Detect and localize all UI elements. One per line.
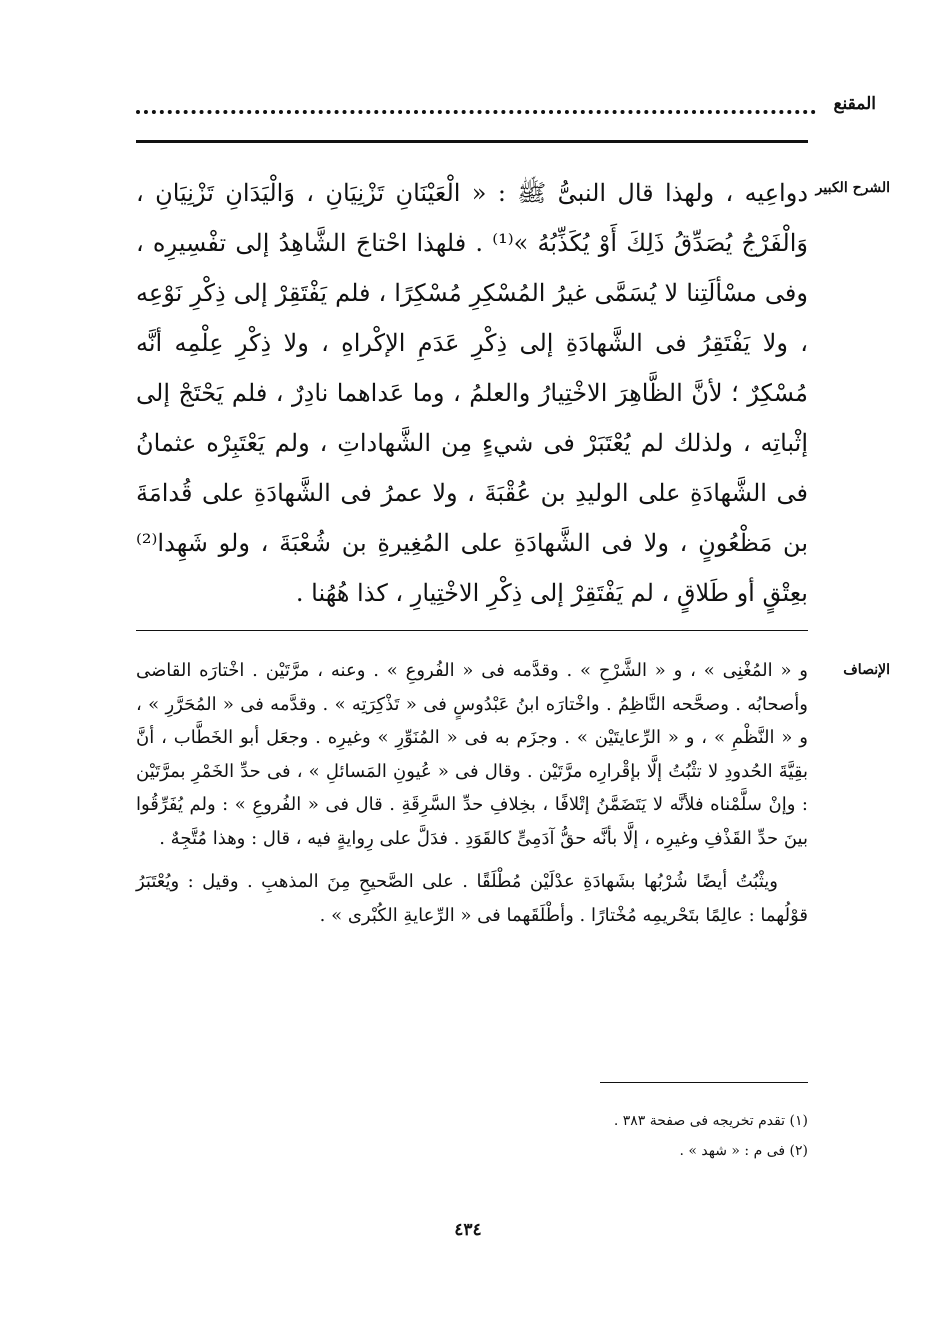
footnote-rule: [600, 1082, 808, 1083]
header-dotted-line: [136, 110, 816, 114]
header-rule: [136, 140, 808, 143]
footnote-1: (١) تقدم تخريجه فى صفحة ٣٨٣ .: [613, 1113, 808, 1129]
footnotes: [136, 1106, 808, 1166]
insaf-paragraph-2: ويثْبُتُ أيضًا شُرْبُها بشَهادَةِ عدْلَيْن مُطْلَقًا . على الصَّحيحِ مِنَ المذهبِ . وقيل : ويُعْتَبَرُ قوْلُهما : عالِمًا بتَحْريمِه مُخْتارًا . وأطْلَقَهما فى « الرِّعايةِ الكُبْرى » .: [136, 871, 808, 926]
page-number: ٤٣٤: [454, 1220, 482, 1240]
sharh-kabir-text: دواعِيه ، ولهذا قال النبىُّ ﷺ : « الْعَيْنَانِ تَزْنِيَانِ ، وَالْيَدَانِ تَزْنِيَانِ ، وَالْفَرْجُ يُصَدِّقُ ذَلِكَ أَوْ يُكَذِّبُهُ »⁽¹⁾ . فلهذا احْتاجَ الشَّاهِدُ إلى تفْسِيرِه ، وفى مسْألَتِنا لا يُسَمَّى غيرُ المُسْكِرِ مُسْكِرًا ، فلم يَفْتَقِرْ إلى ذِكْرِ نَوْعِه ، ولا يَفْتَقِرُ فى الشَّهادَةِ إلى ذِكْرِ عَدَمِ الإكْراهِ ، ولا ذِكْرِ عِلْمِه أنَّه مُسْكِرٌ ؛ لأنَّ الظَّاهِرَ الاخْتِيارُ والعلمُ ، وما عَداهما نادِرٌ ، فلم يَحْتَجْ إلى إثْباتِه ، ولذلك لم يُعْتَبَرْ فى شيءٍ مِن الشَّهاداتِ ، ولم يَعْتَبِرْه عثمانُ فى الشَّهادَةِ على الوليدِ بن عُقْبَةَ ، ولا عمرُ فى الشَّهادَةِ على قُدامَةَ بن مَظْعُونٍ ، ولا فى الشَّهادَةِ على المُغِيرةِ بن شُعْبَةَ ، ولو شَهِدا⁽²⁾ بعِتْقٍ أو طَلاقٍ ، لم يَفْتَقِرْ إلى ذِكْرِ الاخْتِيارِ ، كذا هُهُنا .: [136, 179, 808, 607]
running-header-title: المقنع: [833, 94, 876, 114]
insaf-paragraph-1: و « المُغْنِى » ، و « الشَّرْحِ » . وقدَّمه فى « الفُروعِ » . وعنه ، مرَّتَيْن . اخْتارَه القاضى وأصحابُه . وصحَّحه النَّاظِمُ . واخْتارَه ابنُ عَبْدُوسٍ فى « تَذْكِرَتِه » . وقدَّمه فى « المُحَرَّرِ » ، و « النَّظْمِ » ، و « الرِّعايتَيْن » . وجزَم به فى « المُنَوِّرِ » وغيرِه . وجعَل أبو الخَطَّاب ، أنَّ بقِيَّةَ الحُدودِ لا تثْبُتُ إلَّا بإقْرارِه مرَّتَيْن . وقال فى « عُيونِ المَسائلِ » ، فى حدِّ الخَمْرِ بمرَّتَيْن : وإنْ سلَّمْناه فلأنَّه لا يَتَضَمَّنُ إتْلافًا ، بخِلافِ حدِّ السَّرِقَةِ . قال فى « الفُروعِ » : ولم يُفَرِّقُوا بينَ حدِّ القَذْفِ وغيرِه ، إلَّا بأنَّه حقُّ آدَمِىٍّ كالقَوَدِ . فدَلَّ على رِوايةٍ فيه ، قال : وهذا مُتَّجِهٌ .: [136, 660, 808, 849]
insaf-text: [136, 654, 808, 932]
section-divider: [136, 630, 808, 631]
section-label-sharh-kabir: الشرح الكبير: [815, 180, 890, 196]
footnote-2: (٢) فى م : « شهد » .: [679, 1143, 808, 1159]
section-label-insaf: الإنصاف: [843, 662, 890, 678]
